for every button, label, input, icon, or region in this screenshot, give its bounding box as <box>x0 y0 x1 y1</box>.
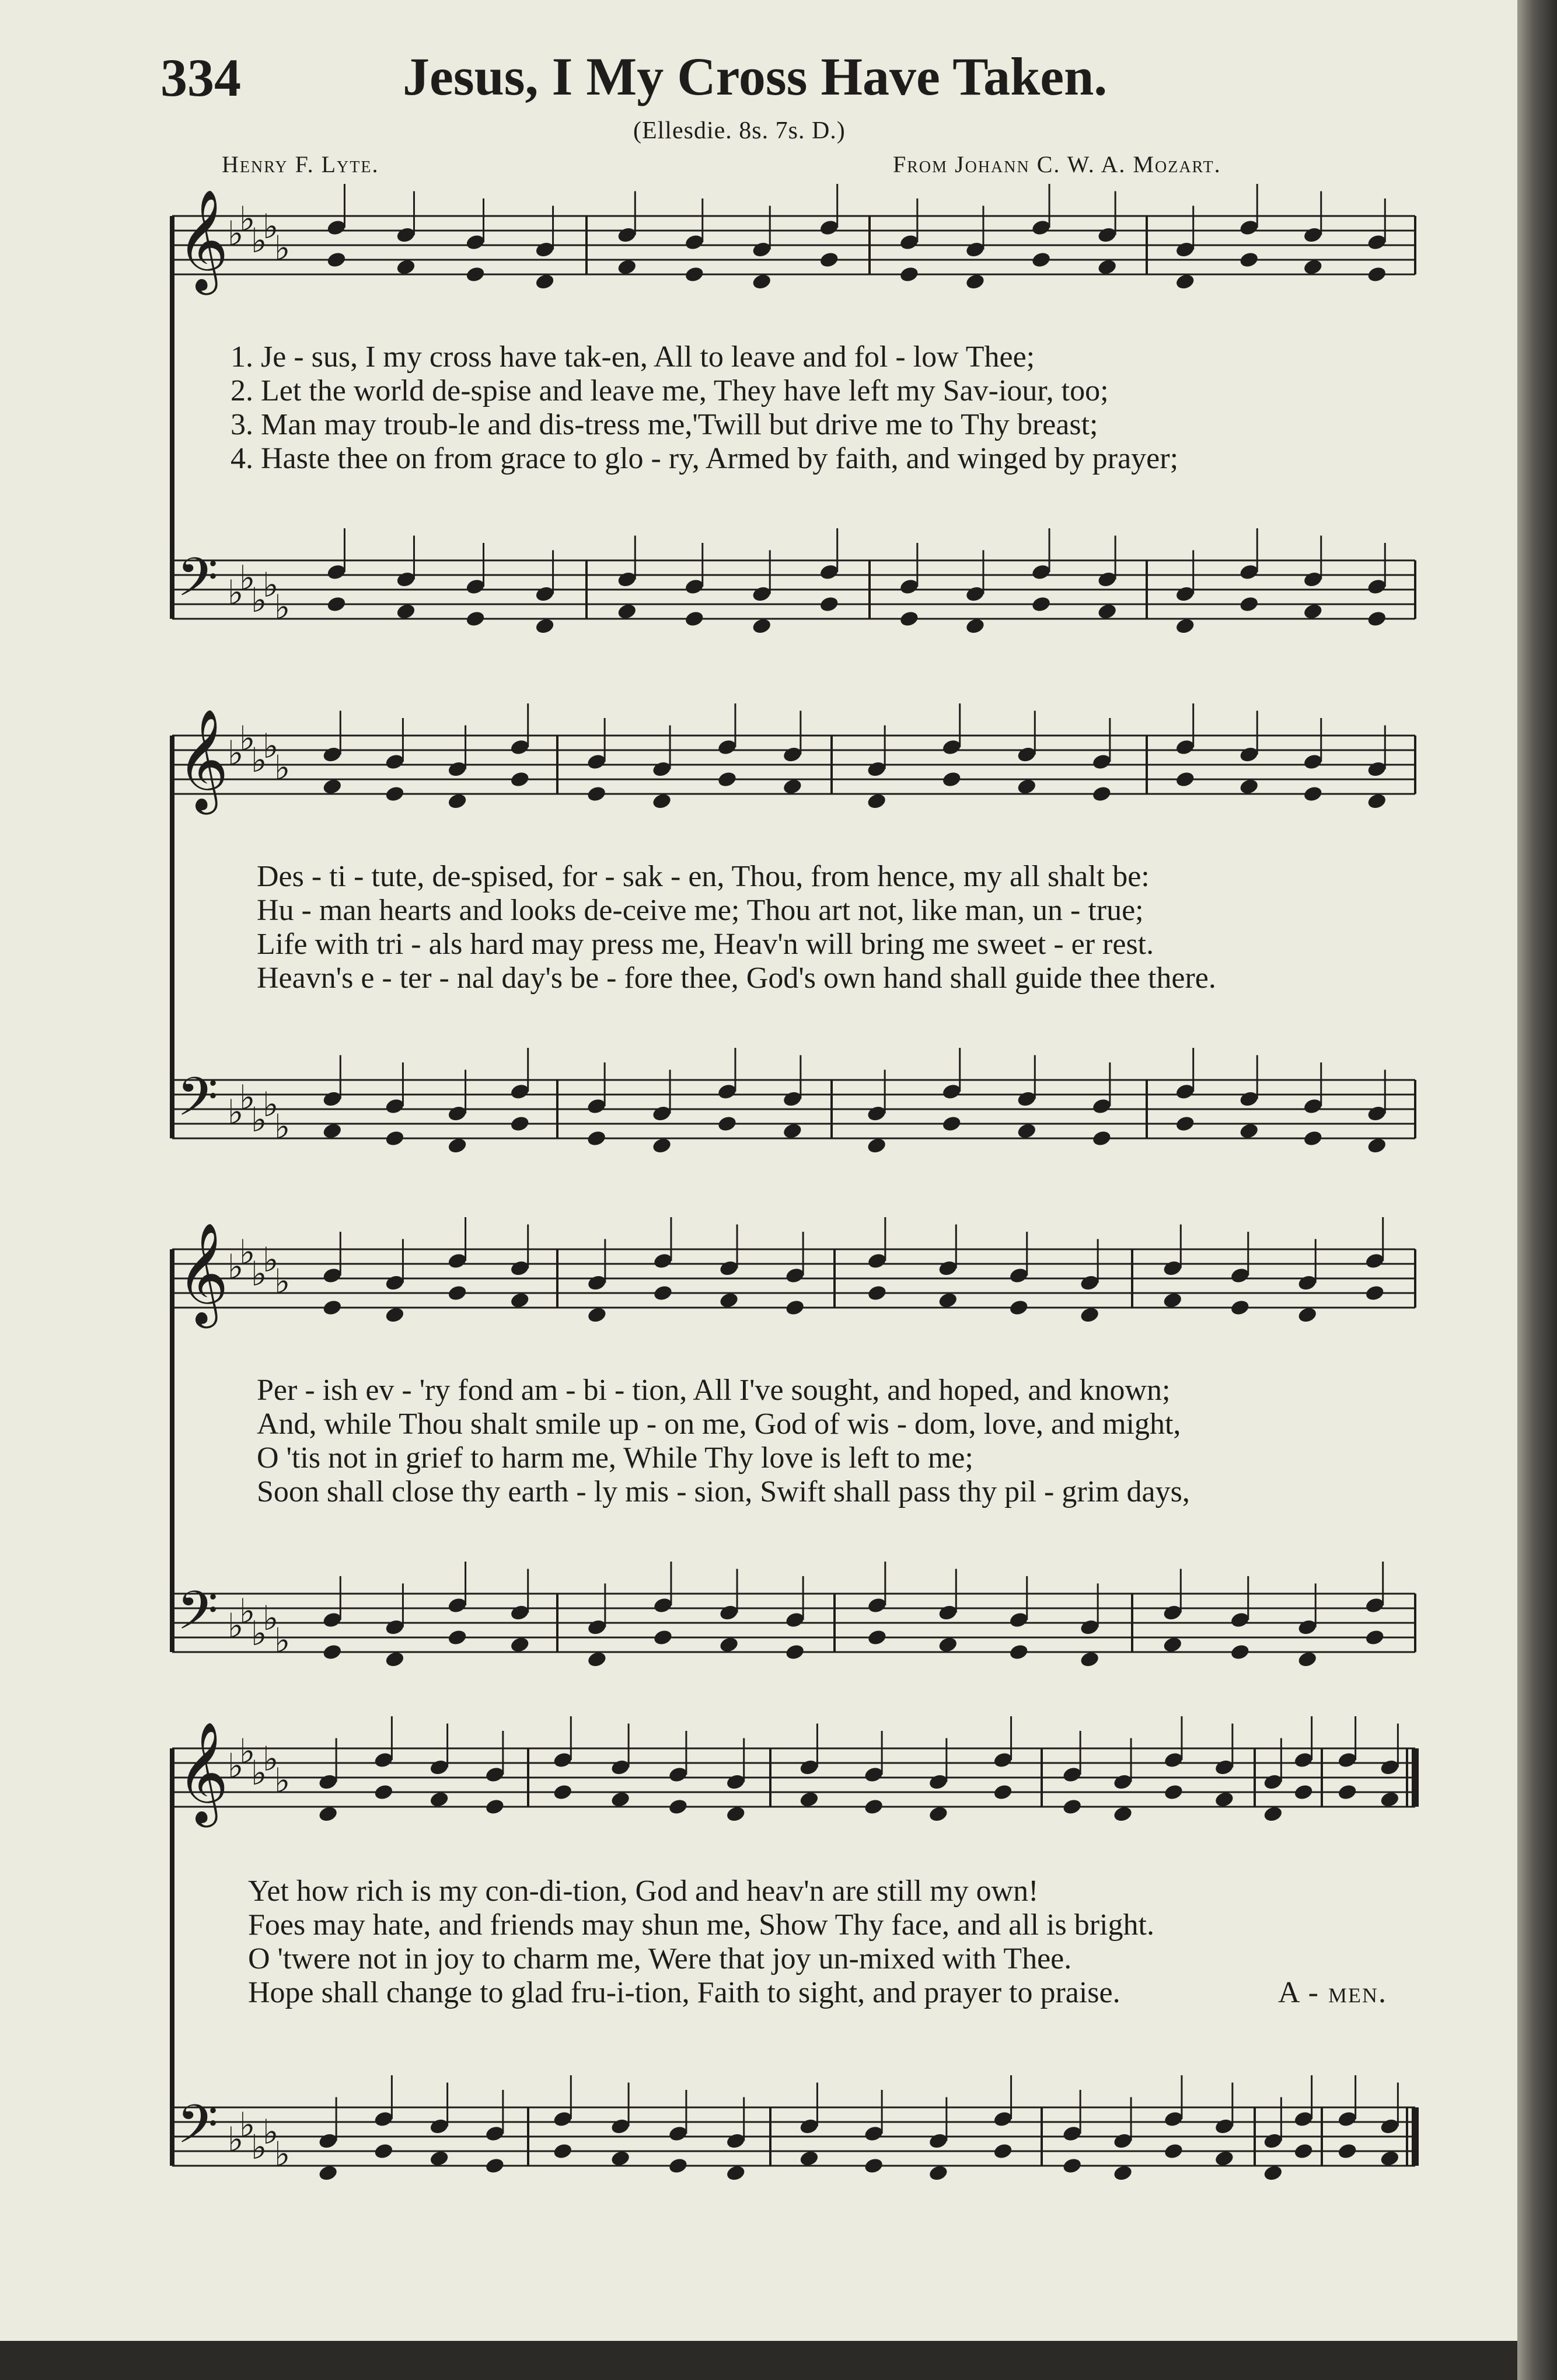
notehead <box>429 1790 450 1808</box>
notehead <box>1175 617 1196 635</box>
notehead <box>684 610 705 628</box>
notehead <box>1163 2142 1184 2161</box>
lyric-line: Yet how rich is my con-di-tion, God and heav'n are still my own! <box>248 1874 1039 1908</box>
flat-sign: ♭ <box>228 1746 244 1786</box>
book-binding-edge <box>1517 0 1557 2380</box>
notehead <box>867 1284 888 1302</box>
notehead <box>465 610 486 628</box>
lyric-line: O 'twere not in joy to charm me, Were that joy un-mixed with Thee. <box>248 1942 1072 1975</box>
notehead <box>535 617 556 635</box>
flat-sign: ♭ <box>228 733 244 773</box>
author-credit: Henry F. Lyte. <box>222 151 379 177</box>
flat-sign: ♭ <box>239 199 256 239</box>
notehead <box>322 778 343 796</box>
notehead <box>509 771 530 789</box>
notehead <box>1366 792 1387 810</box>
lyric-line: 3. Man may troub-le and dis-tress me,'Twill but drive me to Thy breast; <box>231 408 1098 441</box>
flat-sign: ♭ <box>239 1731 256 1771</box>
notehead <box>1380 1790 1401 1808</box>
notehead <box>447 792 468 810</box>
notehead <box>1263 1805 1284 1823</box>
flat-sign: ♭ <box>239 1591 256 1631</box>
notehead <box>1366 266 1387 284</box>
notehead <box>751 617 772 635</box>
notehead <box>1366 1137 1387 1155</box>
flat-sign: ♭ <box>239 2105 256 2145</box>
lyric-line: 1. Je - sus, I my cross have tak-en, All to leave and fol - low Thee; <box>231 340 1035 374</box>
notehead <box>1163 1783 1184 1801</box>
notehead <box>610 1790 631 1808</box>
notehead <box>941 1115 962 1133</box>
notehead <box>782 1122 803 1140</box>
notehead <box>1175 771 1196 789</box>
notehead <box>718 1636 739 1654</box>
notehead <box>899 610 920 628</box>
bass-clef: 𝄢 <box>177 2093 218 2168</box>
notehead <box>552 1783 573 1801</box>
notehead <box>322 1299 343 1317</box>
notehead <box>1079 1650 1100 1668</box>
notehead <box>552 2142 573 2161</box>
flat-sign: ♭ <box>251 740 267 780</box>
lyric-line: Hope shall change to glad fru-i-tion, Faith to sight, and prayer to praise. <box>248 1976 1120 2009</box>
notehead <box>751 273 772 291</box>
notehead <box>928 2164 949 2182</box>
notehead <box>652 1629 673 1647</box>
notehead <box>326 251 347 269</box>
flat-sign: ♭ <box>251 580 267 620</box>
notehead <box>1079 1306 1100 1324</box>
notehead <box>867 1629 888 1647</box>
flat-sign: ♭ <box>251 1753 267 1793</box>
lyric-line: 2. Let the world de-spise and leave me, They have left my Sav-iour, too; <box>231 374 1109 407</box>
notehead <box>1303 1130 1324 1148</box>
notehead <box>1303 602 1324 621</box>
notehead <box>1016 1122 1037 1140</box>
notehead <box>651 1137 672 1155</box>
notehead <box>1031 251 1052 269</box>
tune-meter: (Ellesdie. 8s. 7s. D.) <box>633 117 846 144</box>
notehead <box>1297 1306 1318 1324</box>
notehead <box>899 266 920 284</box>
flat-sign: ♭ <box>274 1107 291 1147</box>
lyric-line: O 'tis not in grief to harm me, While Thy love is left to me; <box>257 1441 973 1475</box>
notehead <box>586 1130 607 1148</box>
flat-sign: ♭ <box>239 719 256 758</box>
notehead <box>993 1783 1014 1801</box>
notehead <box>1230 1299 1251 1317</box>
notehead <box>784 1299 805 1317</box>
notehead <box>863 1798 884 1816</box>
amen-text: A - men. <box>1278 1976 1387 2009</box>
notehead <box>718 1291 739 1309</box>
flat-sign: ♭ <box>274 1761 291 1800</box>
flat-sign: ♭ <box>274 228 291 268</box>
notehead <box>784 1643 805 1661</box>
flat-sign: ♭ <box>263 2112 279 2152</box>
notehead <box>684 266 705 284</box>
flat-sign: ♭ <box>239 1078 256 1117</box>
notehead <box>317 1805 338 1823</box>
flat-sign: ♭ <box>274 1262 291 1301</box>
notehead <box>1097 602 1118 621</box>
notehead <box>965 617 986 635</box>
notehead <box>866 792 887 810</box>
flat-sign: ♭ <box>239 558 256 598</box>
notehead <box>1238 1122 1259 1140</box>
notehead <box>819 595 840 614</box>
notehead <box>937 1291 958 1309</box>
notehead <box>782 778 803 796</box>
notehead <box>1062 1798 1083 1816</box>
notehead <box>322 1122 343 1140</box>
notehead <box>941 771 962 789</box>
notehead <box>1230 1643 1251 1661</box>
notehead <box>717 1115 738 1133</box>
notehead <box>326 595 347 614</box>
treble-clef: 𝄞 <box>177 1222 229 1324</box>
notehead <box>1031 595 1052 614</box>
notehead <box>863 2157 884 2175</box>
notehead <box>965 273 986 291</box>
notehead <box>928 1805 949 1823</box>
notehead <box>668 2157 689 2175</box>
notehead <box>1016 778 1037 796</box>
flat-sign: ♭ <box>263 1598 279 1638</box>
notehead <box>447 1137 468 1155</box>
notehead <box>396 602 417 621</box>
notehead <box>1238 595 1259 614</box>
notehead <box>866 1137 887 1155</box>
notehead <box>1091 785 1112 803</box>
flat-sign: ♭ <box>263 1085 279 1124</box>
lyric-line: Life with tri - als hard may press me, Heav'n will bring me sweet - er rest. <box>257 928 1154 961</box>
lyric-line: Soon shall close thy earth - ly mis - sion, Swift shall pass thy pil - grim days, <box>257 1475 1190 1508</box>
lyric-line: Per - ish ev - 'ry fond am - bi - tion, All I've sought, and hoped, and known; <box>257 1374 1171 1407</box>
notehead <box>1238 778 1259 796</box>
hymn-number: 334 <box>160 48 241 107</box>
notehead <box>373 1783 395 1801</box>
notehead <box>385 1650 406 1668</box>
notehead <box>1303 785 1324 803</box>
flat-sign: ♭ <box>263 565 279 605</box>
notehead <box>587 1650 608 1668</box>
flat-sign: ♭ <box>274 1621 291 1660</box>
notehead <box>1097 258 1118 276</box>
hymn-title: Jesus, I My Cross Have Taken. <box>403 47 1108 106</box>
flat-sign: ♭ <box>251 1614 267 1653</box>
flat-sign: ♭ <box>228 573 244 612</box>
lyric-line: Heavn's e - ter - nal day's be - fore thee, God's own hand shall guide thee there. <box>257 961 1216 995</box>
notehead <box>1175 273 1196 291</box>
flat-sign: ♭ <box>274 2134 291 2174</box>
notehead <box>819 251 840 269</box>
notehead <box>322 1643 343 1661</box>
notehead <box>725 2164 746 2182</box>
notehead <box>1008 1643 1029 1661</box>
notehead <box>509 1636 530 1654</box>
notehead <box>1175 1115 1196 1133</box>
notehead <box>385 785 406 803</box>
notehead <box>1091 1130 1112 1148</box>
notehead <box>799 2149 820 2168</box>
notehead <box>717 771 738 789</box>
flat-sign: ♭ <box>228 1092 244 1132</box>
notehead <box>317 2164 338 2182</box>
flat-sign: ♭ <box>251 2127 267 2167</box>
treble-clef: 𝄞 <box>177 189 229 291</box>
flat-sign: ♭ <box>251 1100 267 1140</box>
notehead <box>616 602 637 621</box>
notehead <box>1366 610 1387 628</box>
notehead <box>484 1798 505 1816</box>
flat-sign: ♭ <box>228 214 244 253</box>
bass-clef: 𝄢 <box>177 546 218 621</box>
flat-sign: ♭ <box>228 1606 244 1646</box>
notehead <box>1337 2142 1358 2161</box>
flat-sign: ♭ <box>274 587 291 627</box>
notehead <box>1162 1636 1183 1654</box>
notehead <box>1293 1783 1314 1801</box>
flat-sign: ♭ <box>274 748 291 787</box>
notehead <box>993 2142 1014 2161</box>
flat-sign: ♭ <box>263 726 279 766</box>
lyric-line: Hu - man hearts and looks de-ceive me; Thou art not, like man, un - true; <box>257 894 1144 927</box>
notehead <box>396 258 417 276</box>
notehead <box>1162 1291 1183 1309</box>
flat-sign: ♭ <box>239 1232 256 1272</box>
notehead <box>1238 251 1259 269</box>
flat-sign: ♭ <box>263 207 279 246</box>
flat-sign: ♭ <box>263 1240 279 1280</box>
notehead <box>1337 1783 1358 1801</box>
flat-sign: ♭ <box>263 1739 279 1779</box>
bass-clef: 𝄢 <box>177 1066 218 1141</box>
notehead <box>651 792 672 810</box>
notehead <box>1303 258 1324 276</box>
notehead <box>610 2149 631 2168</box>
notehead <box>373 2142 395 2161</box>
notehead <box>616 258 637 276</box>
notehead <box>535 273 556 291</box>
lyric-line: Des - ti - tute, de-spised, for - sak - en, Thou, from hence, my all shalt be: <box>257 860 1150 893</box>
notehead <box>652 1284 673 1302</box>
notehead <box>1297 1650 1318 1668</box>
notehead <box>385 1306 406 1324</box>
notehead <box>1293 2142 1314 2161</box>
notehead <box>799 1790 820 1808</box>
treble-clef: 𝄞 <box>177 1722 229 1823</box>
notehead <box>1364 1629 1385 1647</box>
composer-credit: From Johann C. W. A. Mozart. <box>893 151 1221 177</box>
flat-sign: ♭ <box>251 1254 267 1294</box>
notehead <box>587 1306 608 1324</box>
notehead <box>1380 2149 1401 2168</box>
notehead <box>509 1291 530 1309</box>
flat-sign: ♭ <box>251 221 267 260</box>
lyric-line: And, while Thou shalt smile up - on me, God of wis - dom, love, and might, <box>257 1407 1181 1441</box>
notehead <box>447 1284 468 1302</box>
flat-sign: ♭ <box>228 2120 244 2159</box>
notehead <box>1112 1805 1133 1823</box>
notehead <box>1364 1284 1385 1302</box>
notehead <box>447 1629 468 1647</box>
treble-clef: 𝄞 <box>177 709 229 810</box>
notehead <box>509 1115 530 1133</box>
notehead <box>1263 2164 1284 2182</box>
notehead <box>465 266 486 284</box>
notehead <box>429 2149 450 2168</box>
lyric-line: 4. Haste thee on from grace to glo - ry, Armed by faith, and winged by prayer; <box>231 442 1179 475</box>
notehead <box>1062 2157 1083 2175</box>
notehead <box>1112 2164 1133 2182</box>
notehead <box>385 1130 406 1148</box>
notehead <box>668 1798 689 1816</box>
bass-clef: 𝄢 <box>177 1580 218 1654</box>
flat-sign: ♭ <box>228 1247 244 1287</box>
notehead <box>1008 1299 1029 1317</box>
notehead <box>1214 2149 1235 2168</box>
notehead <box>725 1805 746 1823</box>
notehead <box>937 1636 958 1654</box>
notehead <box>1214 1790 1235 1808</box>
lyric-line: Foes may hate, and friends may shun me, Show Thy face, and all is bright. <box>248 1908 1154 1942</box>
notehead <box>586 785 607 803</box>
notehead <box>484 2157 505 2175</box>
